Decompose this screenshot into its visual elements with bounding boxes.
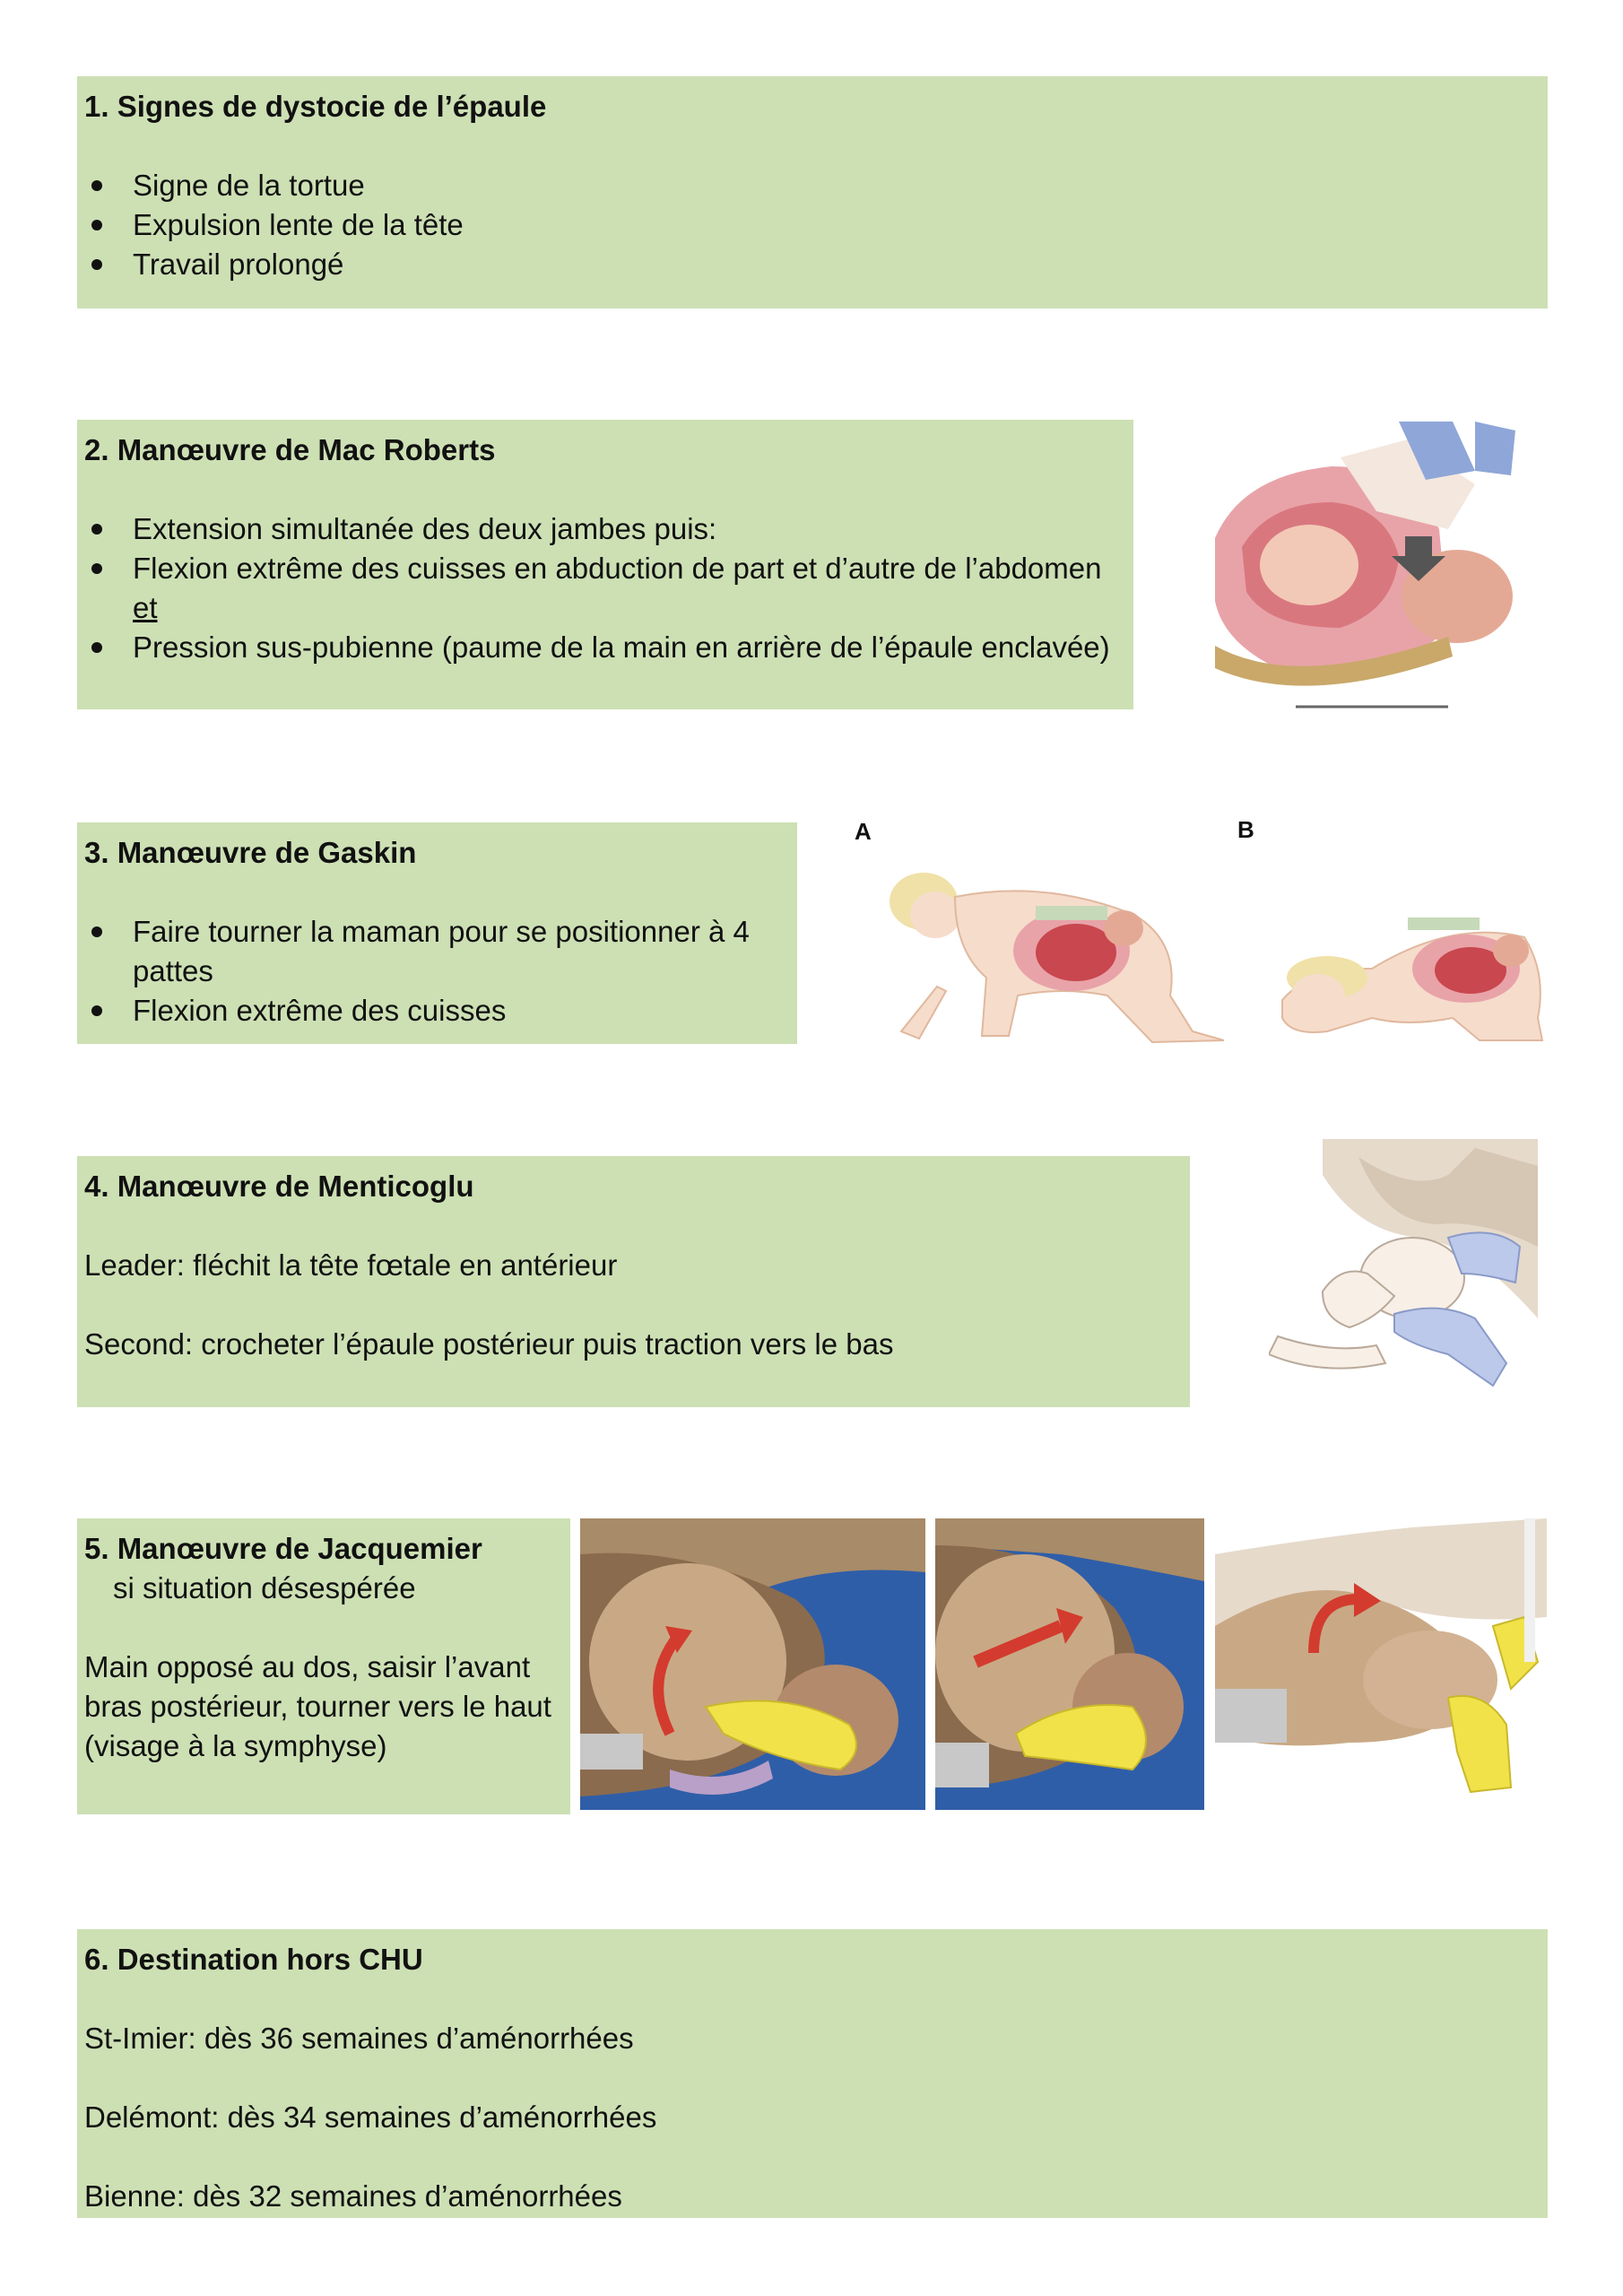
section-6-box xyxy=(77,1929,1548,2218)
figure-label-b: B xyxy=(1237,816,1254,843)
list-item: Faire tourner la maman pour se positionner à 4 pattes xyxy=(84,912,790,991)
list-item: Pression sus-pubienne (paume de la main en arrière de l’épaule enclavée) xyxy=(84,628,1126,667)
section-3-box xyxy=(77,822,797,1044)
list-item: Extension simultanée des deux jambes puis: xyxy=(84,509,1126,549)
section-5-subtitle: si situation désespérée xyxy=(113,1571,416,1605)
section-3-list xyxy=(84,912,790,1031)
list-item xyxy=(84,549,1126,628)
list-item: Expulsion lente de la tête xyxy=(84,205,1541,245)
jacquemier-step-3-illustration xyxy=(1215,1518,1547,1810)
mac-roberts-illustration xyxy=(1206,422,1538,713)
section-4-title: 4. Manœuvre de Menticoglu xyxy=(84,1170,474,1203)
jacquemier-step-1-illustration xyxy=(580,1518,925,1810)
list-item: Travail prolongé xyxy=(84,245,1541,284)
section-3-title: 3. Manœuvre de Gaskin xyxy=(84,836,417,869)
section-6-line: Bienne: dès 32 semaines d’aménorrhées xyxy=(84,2179,622,2213)
section-5-box xyxy=(77,1518,570,1814)
section-2-title: 2. Manœuvre de Mac Roberts xyxy=(84,433,496,466)
section-1-box xyxy=(77,76,1548,309)
connector-word: et xyxy=(133,591,158,624)
jacquemier-step-2-illustration xyxy=(935,1518,1204,1810)
figure-label-a: A xyxy=(855,818,872,845)
section-4-box xyxy=(77,1156,1190,1407)
section-2-list xyxy=(84,509,1126,667)
section-6-line: Delémont: dès 34 semaines d’aménorrhées xyxy=(84,2100,657,2134)
section-6-line: St-Imier: dès 36 semaines d’aménorrhées xyxy=(84,2022,634,2055)
section-2-box xyxy=(77,420,1133,709)
section-1-list xyxy=(84,166,1541,284)
section-5-body: Main opposé au dos, saisir l’avant bras postérieur, tourner vers le haut (visage à la symphyse) xyxy=(84,1650,551,1762)
section-6-title: 6. Destination hors CHU xyxy=(84,1943,423,1976)
gaskin-position-b-illustration xyxy=(1273,883,1547,1045)
section-1-title: 1. Signes de dystocie de l’épaule xyxy=(84,90,547,123)
gaskin-position-a-illustration xyxy=(883,852,1237,1045)
list-item: Flexion extrême des cuisses xyxy=(84,991,790,1031)
section-4-line: Leader: fléchit la tête fœtale en antérieur xyxy=(84,1248,618,1282)
menticoglu-illustration xyxy=(1269,1139,1547,1426)
list-item-text: Flexion extrême des cuisses en abduction de part et d’autre de l’abdomen xyxy=(133,552,1102,585)
section-4-line: Second: crocheter l’épaule postérieur puis traction vers le bas xyxy=(84,1327,894,1361)
list-item: Signe de la tortue xyxy=(84,166,1541,205)
section-5-title: 5. Manœuvre de Jacquemier xyxy=(84,1532,482,1565)
